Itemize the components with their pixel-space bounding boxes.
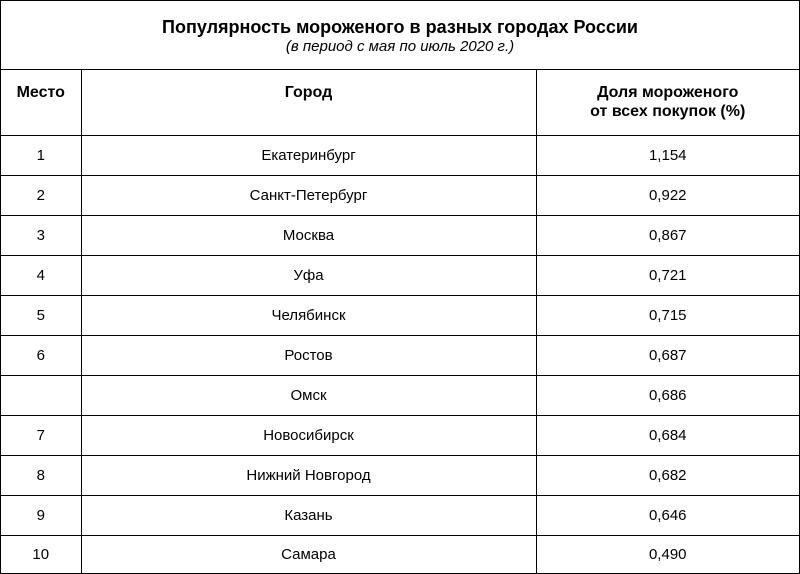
table-row [1,255,799,295]
header-row [1,70,799,135]
cell-city: Челябинск [81,295,536,335]
cell-city: Москва [81,215,536,255]
cell-place: 9 [1,495,81,535]
cell-place: 7 [1,415,81,455]
ice-cream-table [1,70,799,574]
cell-place: 8 [1,455,81,495]
cell-share: 0,687 [536,335,799,375]
cell-place: 1 [1,135,81,175]
table-row [1,295,799,335]
cell-city: Ростов [81,335,536,375]
table-row [1,335,799,375]
cell-share: 0,490 [648,546,687,563]
header-share [536,70,799,135]
cell-city: Казань [81,495,536,535]
table-row [1,415,799,455]
cell-share: 0,715 [536,295,799,335]
cell-place [1,375,81,415]
table-row [1,455,799,495]
table-row [1,535,799,574]
cell-city: Омск [81,375,536,415]
cell-share: 0,682 [536,455,799,495]
table-row [1,495,799,535]
table-row [1,135,799,175]
table-row [1,215,799,255]
cell-share: 0,867 [536,215,799,255]
header-city: Город [81,70,536,135]
cell-city: Санкт-Петербург [81,175,536,215]
cell-place: 5 [1,295,81,335]
cell-place: 2 [1,175,81,215]
table-subtitle: (в период с мая по июль 2020 г.) [285,38,515,55]
cell-share: 0,721 [536,255,799,295]
cell-share: 0,686 [536,375,799,415]
cell-share: 0,922 [536,175,799,215]
header-share-line2: от всех покупок (%) [590,103,746,120]
cell-share: 0,646 [536,495,799,535]
cell-city: Екатеринбург [81,135,536,175]
table-row [1,375,799,415]
table-row [1,175,799,215]
cell-place: 6 [1,335,81,375]
cell-share: 0,684 [536,415,799,455]
header-place: Место [1,70,81,135]
cell-city: Самара [81,535,536,574]
cell-city: Нижний Новгород [81,455,536,495]
cell-place: 10 [1,535,81,574]
cell-city: Новосибирск [81,415,536,455]
header-share-line1: Доля мороженого [597,84,739,101]
cell-place: 4 [1,255,81,295]
table-title: Популярность мороженого в разных городах России [162,17,638,37]
cell-share: 1,154 [536,135,799,175]
cell-place: 3 [1,215,81,255]
table-title-block [1,1,799,70]
cell-city: Уфа [81,255,536,295]
